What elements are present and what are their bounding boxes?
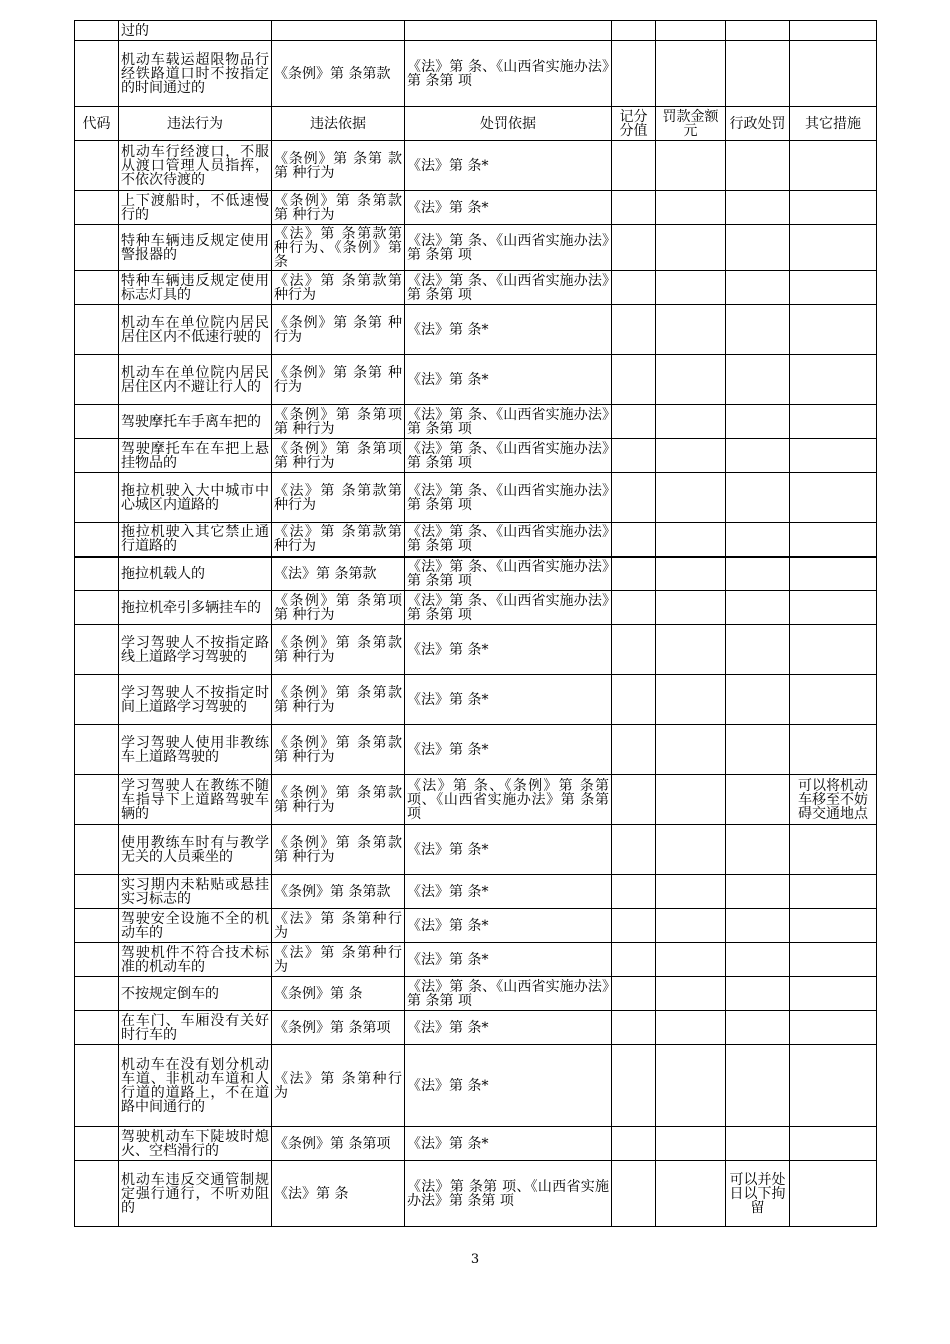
cell-behavior: 拖拉机驶入大中城市中心城区内道路的 [119,473,272,523]
cell-behavior: 学习驾驶人不按指定路线上道路学习驾驶的 [119,625,272,675]
cell-behavior: 特种车辆违反规定使用标志灯具的 [119,271,272,305]
cell-points [612,825,656,875]
cell-code [75,1011,119,1045]
cell-code [75,1161,119,1227]
cell-other [790,725,877,775]
cell-fine [656,1127,726,1161]
cell-admin [726,405,790,439]
cell-penalty: 《法》第 条、《山西省实施办法》第 条第 项 [405,41,612,107]
header-basis: 违法依据 [272,107,405,141]
cell-behavior: 上下渡船时，不低速慢行的 [119,191,272,225]
cell-admin [726,825,790,875]
cell-basis: 《法》第 条第种行为 [272,909,405,943]
cell-code [75,305,119,355]
table-row [75,41,877,107]
cell-fine [656,305,726,355]
cell-fine [656,775,726,825]
cell-code [75,271,119,305]
cell-other [790,1045,877,1127]
cell-fine [656,825,726,875]
cell-basis: 《条例》第 条第项第 种行为 [272,591,405,625]
cell-admin [726,775,790,825]
cell-other [790,305,877,355]
cell-code [75,21,119,41]
cell-penalty: 《法》第 条、《山西省实施办法》第 条第 项 [405,473,612,523]
cell-fine [656,1161,726,1227]
cell-points [612,943,656,977]
cell-other [790,405,877,439]
table-row [75,591,877,625]
cell-other [790,191,877,225]
cell-behavior: 拖拉机载人的 [119,557,272,591]
cell-basis: 《条例》第 条第 款第 种行为 [272,141,405,191]
cell-penalty: 《法》第 条* [405,191,612,225]
cell-points [612,775,656,825]
cell-penalty: 《法》第 条* [405,355,612,405]
cell-basis: 《法》第 条第种行为 [272,943,405,977]
cell-code [75,725,119,775]
cell-penalty: 《法》第 条* [405,909,612,943]
cell-behavior: 机动车载运超限物品行经铁路道口时不按指定的时间通过的 [119,41,272,107]
cell-admin [726,875,790,909]
cell-code [75,1127,119,1161]
table-row [75,943,877,977]
cell-other [790,591,877,625]
page-number: 3 [470,1252,480,1267]
cell-penalty: 《法》第 条、《山西省实施办法》第 条第 项 [405,225,612,271]
cell-behavior: 拖拉机牵引多辆挂车的 [119,591,272,625]
cell-points [612,225,656,271]
cell-admin [726,305,790,355]
cell-points [612,355,656,405]
cell-fine [656,523,726,557]
cell-fine [656,405,726,439]
header-other: 其它措施 [790,107,877,141]
cell-admin [726,625,790,675]
cell-fine [656,1045,726,1127]
cell-behavior: 拖拉机驶入其它禁止通行道路的 [119,523,272,557]
cell-admin [726,977,790,1011]
cell-behavior: 机动车在单位院内居民居住区内不低速行驶的 [119,305,272,355]
cell-admin [726,1045,790,1127]
cell-behavior: 实习期内未粘贴或悬挂实习标志的 [119,875,272,909]
cell-code [75,523,119,557]
cell-admin [726,909,790,943]
cell-penalty: 《法》第 条* [405,725,612,775]
table-row [75,1045,877,1127]
cell-points [612,591,656,625]
cell-points [612,875,656,909]
table-row [75,355,877,405]
cell-admin [726,141,790,191]
cell-code [75,875,119,909]
violation-table [74,20,877,1227]
cell-basis: 《法》第 条 [272,1161,405,1227]
continued-rows [75,21,877,107]
cell-points [612,439,656,473]
table-row [75,557,877,591]
cell-admin [726,523,790,557]
cell-penalty: 《法》第 条、《山西省实施办法》第 条第 项 [405,523,612,557]
cell-code [75,943,119,977]
table-row [75,225,877,271]
cell-other [790,1127,877,1161]
cell-basis: 《条例》第 条第款第 种行为 [272,775,405,825]
cell-fine [656,557,726,591]
cell-penalty: 《法》第 条、《山西省实施办法》第 条第 项 [405,557,612,591]
header-fine: 罚款金额元 [656,107,726,141]
cell-other [790,1161,877,1227]
cell-code [75,675,119,725]
cell-points [612,909,656,943]
cell-code [75,1045,119,1127]
cell-penalty [405,21,612,41]
table-row [75,1127,877,1161]
cell-penalty: 《法》第 条* [405,141,612,191]
cell-penalty: 《法》第 条* [405,625,612,675]
cell-fine [656,1011,726,1045]
cell-code [75,625,119,675]
cell-code [75,191,119,225]
cell-penalty: 《法》第 条、《山西省实施办法》第 条第 项 [405,591,612,625]
table-row [75,141,877,191]
cell-penalty: 《法》第 条* [405,825,612,875]
cell-fine [656,943,726,977]
cell-fine [656,977,726,1011]
cell-penalty: 《法》第 条* [405,943,612,977]
cell-other [790,41,877,107]
cell-code [75,977,119,1011]
cell-admin [726,473,790,523]
table-row [75,305,877,355]
cell-points [612,1011,656,1045]
table-row [75,725,877,775]
cell-code [75,405,119,439]
cell-penalty: 《法》第 条、《山西省实施办法》第 条第 项 [405,439,612,473]
cell-other [790,523,877,557]
cell-behavior: 机动车在单位院内居民居住区内不避让行人的 [119,355,272,405]
cell-other [790,909,877,943]
cell-admin [726,355,790,405]
cell-basis: 《法》第 条第款第 种行为 [272,523,405,557]
cell-fine [656,909,726,943]
cell-basis: 《条例》第 条第 种行为 [272,305,405,355]
cell-other [790,439,877,473]
cell-basis: 《条例》第 条第款 [272,875,405,909]
cell-code [75,591,119,625]
cell-fine [656,141,726,191]
table-row [75,473,877,523]
header-code: 代码 [75,107,119,141]
cell-points [612,1045,656,1127]
cell-penalty: 《法》第 条* [405,1011,612,1045]
cell-basis: 《法》第 条第款 [272,557,405,591]
cell-other [790,977,877,1011]
cell-code [75,775,119,825]
cell-penalty: 《法》第 条* [405,1127,612,1161]
cell-other [790,943,877,977]
cell-basis: 《法》第 条第款第 种行为、《条例》第 条 [272,225,405,271]
cell-code [75,909,119,943]
cell-admin: 可以并处 日以下拘留 [726,1161,790,1227]
cell-code [75,225,119,271]
cell-other [790,271,877,305]
cell-behavior: 使用教练车时有与教学无关的人员乘坐的 [119,825,272,875]
cell-code [75,355,119,405]
cell-penalty: 《法》第 条* [405,875,612,909]
table-row [75,977,877,1011]
cell-admin [726,725,790,775]
cell-other [790,141,877,191]
cell-behavior: 在车门、车厢没有关好时行车的 [119,1011,272,1045]
cell-basis: 《条例》第 条第 种行为 [272,355,405,405]
cell-points [612,1161,656,1227]
cell-fine [656,875,726,909]
cell-behavior: 机动车在没有划分机动车道、非机动车道和人行道的道路上，不在道路中间通行的 [119,1045,272,1127]
cell-points [612,271,656,305]
header-penalty: 处罚依据 [405,107,612,141]
table-row [75,523,877,557]
cell-other [790,557,877,591]
cell-basis: 《条例》第 条第款第 种行为 [272,191,405,225]
cell-admin [726,591,790,625]
cell-penalty: 《法》第 条* [405,305,612,355]
cell-basis: 《条例》第 条第款第 种行为 [272,825,405,875]
cell-other [790,875,877,909]
cell-admin [726,1127,790,1161]
table-row [75,775,877,825]
cell-other [790,225,877,271]
cell-points [612,405,656,439]
cell-fine [656,625,726,675]
cell-behavior: 过的 [119,21,272,41]
cell-basis: 《法》第 条第种行为 [272,1045,405,1127]
cell-basis [272,21,405,41]
cell-penalty: 《法》第 条* [405,1045,612,1127]
cell-behavior: 驾驶摩托车在车把上悬挂物品的 [119,439,272,473]
cell-fine [656,439,726,473]
cell-behavior: 学习驾驶人不按指定时间上道路学习驾驶的 [119,675,272,725]
cell-points [612,977,656,1011]
cell-basis: 《法》第 条第款第 种行为 [272,271,405,305]
cell-behavior: 驾驶机件不符合技术标准的机动车的 [119,943,272,977]
cell-points [612,523,656,557]
cell-points [612,305,656,355]
table-row [75,909,877,943]
table-row [75,825,877,875]
cell-basis: 《条例》第 条第项第 种行为 [272,439,405,473]
cell-penalty: 《法》第 条第 项、《山西省实施办法》第 条第 项 [405,1161,612,1227]
table-row [75,1011,877,1045]
cell-code [75,557,119,591]
cell-basis: 《条例》第 条第款第 种行为 [272,625,405,675]
table-row [75,1161,877,1227]
table-row [75,875,877,909]
cell-admin [726,557,790,591]
cell-admin [726,21,790,41]
cell-admin [726,191,790,225]
cell-penalty: 《法》第 条、《山西省实施办法》第 条第 项 [405,271,612,305]
cell-points [612,675,656,725]
cell-basis: 《条例》第 条第款 [272,41,405,107]
header-admin: 行政处罚 [726,107,790,141]
cell-code [75,473,119,523]
header-behavior: 违法行为 [119,107,272,141]
cell-behavior: 驾驶机动车下陡坡时熄火、空档滑行的 [119,1127,272,1161]
cell-behavior: 机动车违反交通管制规定强行通行，不听劝阻的 [119,1161,272,1227]
cell-admin [726,675,790,725]
cell-points [612,21,656,41]
cell-fine [656,591,726,625]
table-body [75,141,877,1227]
table-row [75,191,877,225]
cell-basis: 《条例》第 条第款第 种行为 [272,725,405,775]
table-row [75,625,877,675]
cell-points [612,41,656,107]
cell-fine [656,355,726,405]
cell-admin [726,271,790,305]
cell-code [75,141,119,191]
cell-penalty: 《法》第 条、《条例》第 条第 项、《山西省实施办法》第 条第 项 [405,775,612,825]
cell-fine [656,191,726,225]
cell-other [790,1011,877,1045]
cell-other [790,625,877,675]
cell-code [75,439,119,473]
cell-fine [656,41,726,107]
cell-points [612,473,656,523]
cell-code [75,825,119,875]
cell-admin [726,225,790,271]
cell-penalty: 《法》第 条、《山西省实施办法》第 条第 项 [405,405,612,439]
cell-points [612,1127,656,1161]
table-row [75,405,877,439]
table-header [75,107,877,141]
table-row [75,21,877,41]
cell-behavior: 机动车行经渡口，不服从渡口管理人员指挥，不依次待渡的 [119,141,272,191]
cell-basis: 《条例》第 条第项第 种行为 [272,405,405,439]
cell-points [612,141,656,191]
cell-fine [656,225,726,271]
cell-behavior: 驾驶摩托车手离车把的 [119,405,272,439]
table-row [75,439,877,473]
cell-behavior: 特种车辆违反规定使用警报器的 [119,225,272,271]
cell-basis: 《条例》第 条第项 [272,1127,405,1161]
cell-admin [726,41,790,107]
cell-other [790,21,877,41]
cell-basis: 《条例》第 条 [272,977,405,1011]
cell-admin [726,1011,790,1045]
cell-points [612,625,656,675]
cell-fine [656,21,726,41]
cell-fine [656,675,726,725]
cell-behavior: 不按规定倒车的 [119,977,272,1011]
cell-fine [656,271,726,305]
cell-other: 可以将机动车移至不妨碍交通地点 [790,775,877,825]
cell-admin [726,439,790,473]
cell-behavior: 学习驾驶人使用非教练车上道路驾驶的 [119,725,272,775]
cell-behavior: 驾驶安全设施不全的机动车的 [119,909,272,943]
cell-points [612,725,656,775]
header-points: 记分分值 [612,107,656,141]
cell-behavior: 学习驾驶人在教练不随车指导下上道路驾驶车辆的 [119,775,272,825]
regulation-table-page [74,20,876,1227]
cell-basis: 《法》第 条第款第 种行为 [272,473,405,523]
cell-penalty: 《法》第 条* [405,675,612,725]
cell-fine [656,725,726,775]
cell-basis: 《条例》第 条第项 [272,1011,405,1045]
cell-other [790,355,877,405]
cell-code [75,41,119,107]
cell-fine [656,473,726,523]
cell-other [790,675,877,725]
cell-other [790,473,877,523]
table-row [75,675,877,725]
cell-points [612,557,656,591]
cell-admin [726,943,790,977]
cell-other [790,825,877,875]
cell-penalty: 《法》第 条、《山西省实施办法》第 条第 项 [405,977,612,1011]
cell-points [612,191,656,225]
table-row [75,271,877,305]
cell-basis: 《条例》第 条第款第 种行为 [272,675,405,725]
